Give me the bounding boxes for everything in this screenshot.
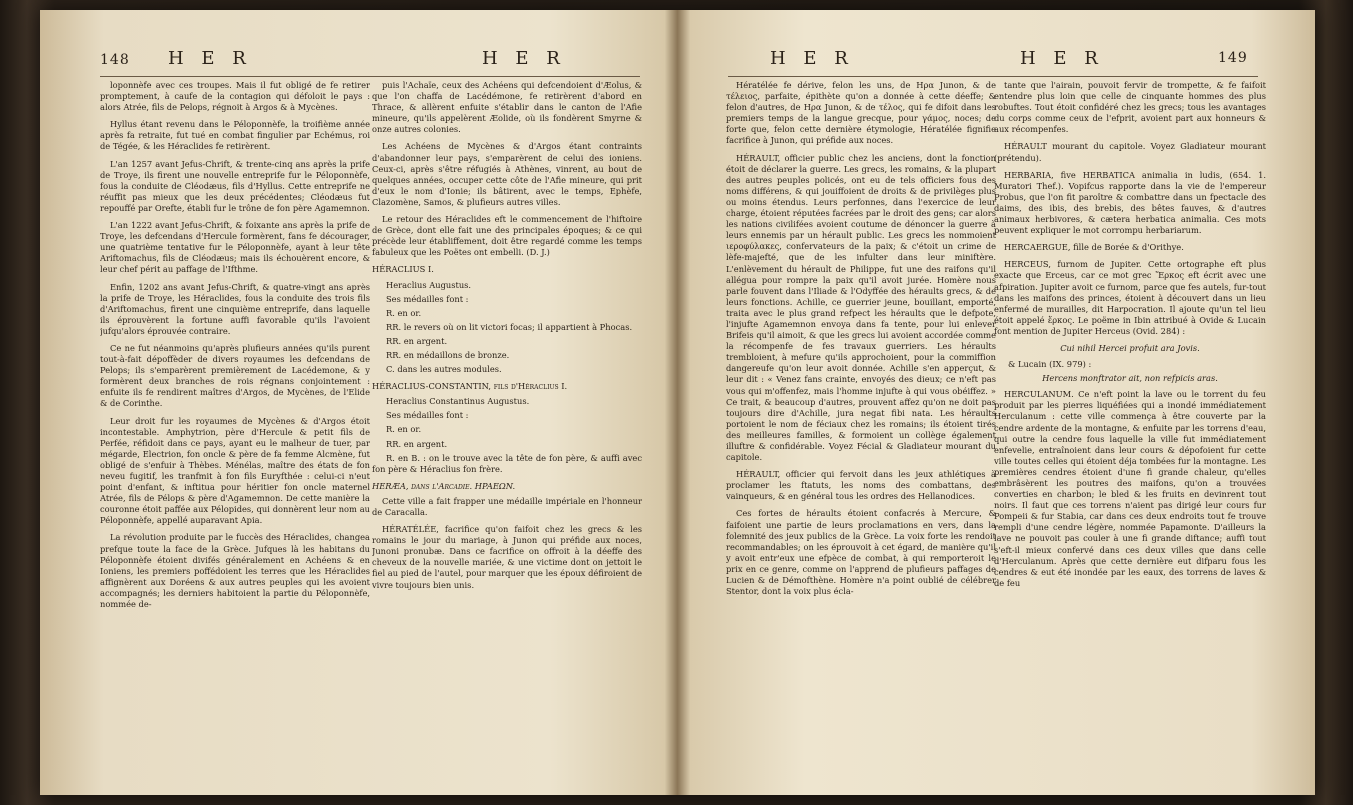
left-running-head-1: H E R: [168, 48, 252, 69]
paragraph: HÉRAULT mourant du capitole. Voyez Gladiateur mourant (prétendu).: [994, 141, 1266, 163]
paragraph: Ce ne fut néanmoins qu'après plufieurs années qu'ils purent tout-à-fait dépoffèder de divers royaumes les defcendans de Pelops; ils s'emparèrent premièrement de Lacédemone, & y formèrent deux branches de rois régnans conjointement : enfuite ils fe rendirent maîtres d'Argos, de Mycènes, de l'Elide & de Corinthe.: [100, 342, 370, 409]
entry-line: RR. en médaillons de bronze.: [386, 349, 510, 360]
paragraph: tante que l'airain, pouvoit fervir de trompette, & fe faifoit entendre plus loin que celle de cinquante hommes des plus robuftes. Tout étoit confidéré chez les grecs; tous les avantages du corps comme ceux de l'efprit, avoient part aux honneurs & aux récompenfes.: [994, 80, 1266, 135]
paragraph: HERBARIA, five HERBATICA animalia in ludis, (654. 1. Muratori Thef.). Vopifcus rapporte dans la vie de l'empereur Probus, que l'on fit paroître & combattre dans un fpectacle des daims, des ibis, des brebis, des bêtes fauves, & d'autres animaux herbivores, & cætera herbatica animalia. Ces mots peuvent expliquer le mot corrompu herbariarum.: [994, 169, 1266, 236]
paragraph: Hératélée fe dérive, felon les uns, de Hρα Junon, & de τέλειος, parfaite, épithète qu'on a donnée à cette déeffe; & felon d'autres, de Hρα Junon, & de τέλος, qui fe difoit dans les premiers temps de la langue grecque, pour γάμος, noces; de forte que, felon cette dernière étymologie, Hératélée fignifie facrifice à Junon, qui préfide aux noces.: [726, 80, 996, 146]
entry-line: Ses médailles font :: [386, 410, 469, 421]
entry-heading: HERÆA, dans l'Arcadie. HPAEΩN.: [372, 480, 516, 491]
paragraph: Enfin, 1202 ans avant Jefus-Chrift, & quatre-vingt ans après la prife de Troye, les Héraclides, fous la conduite des trois fils d'Ariftomachus, firent une cinquième entreprife, dans laquelle ils éprouvèrent la fortune auffi favorable qu'ils l'avoient jufqu'alors éprouvée contraire.: [100, 281, 370, 336]
left-column-1: [100, 80, 370, 780]
paragraph: HÉRATÉLÉE, facrifice qu'on faifoit chez les grecs & les romains le jour du mariage, à Junon qui préfide aux noces, Junoni pronubæ. Dans ce facrifice on offroit à la déeffe des cheveux de la nouvelle mariée, & une victime dont on jettoit le fiel au pied de l'autel, pour marquer que les époux défiroient de vivre toujours bien unis.: [372, 524, 642, 590]
right-column-1: [726, 80, 996, 780]
right-running-head-1: H E R: [770, 48, 854, 69]
paragraph: La révolution produite par le fuccès des Héraclides, changea prefque toute la face de la Grèce. Jufques là les habitans du Péloponnèfe étoient divifés généralement en Achéens & en Ioniens, les premiers poffédoient les terres que les Héraclides affignèrent aux Doréens & aux autres peuples qui les avoient accompagnés; les derniers habitoient la partie du Péloponnèfe, nommée de-: [100, 532, 370, 610]
right-column-2: [994, 80, 1266, 780]
entry-line: R. en or.: [386, 307, 422, 318]
right-page-number: 149: [1218, 50, 1248, 66]
paragraph: HÉRAULT, officier public chez les anciens, dont la fonction étoit de déclarer la guerre. Les grecs, les romains, & la plupart des autres peuples policés, ont eu de tels officiers fous des noms différens, & qui jouiffoient de droits & de privilèges plus ou moins étendus. Leurs perfonnes, dans l'exercice de leur charge, étoient réputées facrées par le droit des gens; car alors les nations civilifées avoient coutume de dénoncer la guerre à leurs ennemis par un hérault public. Les grecs les nommoient ιεροφύλακες, confervateurs de la paix; & c'étoit un crime de lèfe-majefté, que de les infulter dans leur miniftère. L'enlèvement du hérault de Philippe, fut une des raifons qu'il allégua pour rompre la paix qu'il avoit jurée. Homère nous parle fouvent dans l'Iliade & l'Odyffée des héraults grecs, & de leurs fonctions. Achille, ce guerrier jeune, bouillant, emporté, traita avec le plus grand refpect les héraults que le defpote, l'injufte Agamemnon envoya dans fa tente, pour lui enlever Brifeis qu'il aimoit, & que les grecs lui avoient accordée comme la récompenfe de fes travaux guerriers. Les héraults trembloient, à mefure qu'ils approchoient, pour la commiffion dangereufe qu'on leur avoit donnée. Achille s'en apperçut, & leur dit : « Venez fans crainte, envoyés des dieux; ce n'eft pas vous qui m'offenfez, mais l'homme injufte à qui vous obéiffez. » Ce trait, & beaucoup d'autres, prouvent affez qu'on ne doit pas toujours dire d'Achille, jura negat fibi nata. Les héraults portoient le nom de féciaux chez les romains; ils étoient tirés des meilleures familles, & formoient un collège également illuftre & confidérable. Voyez Fécial & Gladiateur mourant du capitole.: [726, 152, 996, 463]
entry-line: R. en or.: [386, 424, 422, 435]
paragraph: HERCULANUM. Ce n'eft point la lave ou le torrent du feu produit par les pierres liquéfiées qui a inondé immédiatement Herculanum : cette ville commença à être couverte par la cendre ardente de la montagne, & enfuite par les torrens d'eau, qui outre la cendre fous laquelle la ville fut immédiatement enfevelie, entraînoient dans leur cours & dépofoient fur cette ville toutes celles qui étoient déja tombées fur la montagne. Les premières cendres étoient d'une fi grande chaleur, qu'elles embrâsèrent les poutres des maifons, qu'on a trouvées converties en charbon; le bled & les fruits en devinrent tout noirs. Il faut que ces torrens n'aient pas dirigé leur cours fur Pompeii & fur Stabia, car dans ces deux endroits tout fe trouve rempli d'une cendre légère, nommée Papamonte. D'ailleurs la lave ne pouvoit pas couler à une fi grande diftance; auffi tout s'eft-il mieux confervé dans ces deux villes que dans celle d'Herculanum. Après que cette dernière eut difparu fous les cendres & eut été inondée par les eaux, des torrens de laves & de feu: [994, 389, 1266, 588]
paragraph: HÉRAULT, officier qui fervoit dans les jeux athlétiques à proclamer les ftatuts, les noms des combattans, des vainqueurs, & en général tous les ordres des Hellanodices.: [726, 469, 996, 502]
left-page-number: 148: [100, 52, 130, 68]
paragraph: Les Achéens de Mycènes & d'Argos étant contraints d'abandonner leur pays, s'emparèrent de celui des ioniens. Ceux-ci, après s'être réfugiés à Athènes, vinrent, au bout de quelques années, occuper cette côte de l'Afie mineure, qui prit d'eux le nom d'Ionie; ils bâtirent, avec le temps, Ephèfe, Clazomène, Samos, & plufieurs autres villes.: [372, 141, 642, 207]
left-column-2: [372, 80, 642, 780]
entry-line: R. en B. : on le trouve avec la tête de fon père, & auffi avec fon père & Héraclius fon frère.: [372, 452, 642, 474]
right-header-rule: [728, 76, 1258, 77]
verse-quote: Cui nihil Hercei profuit ara Jovis.: [1060, 342, 1200, 353]
entry-heading: HÉRACLIUS I.: [372, 264, 434, 275]
entry-heading: HÉRACLIUS-CONSTANTIN, fils d'Héraclius I.: [372, 381, 568, 392]
paragraph: loponnèfe avec ces troupes. Mais il fut obligé de fe retirer promptement, à caufe de la contagion qui défoloit le pays : alors Atrée, fils de Pelops, régnoit à Argos & à Mycènes.: [100, 80, 370, 113]
paragraph: L'an 1222 avant Jefus-Chrift, & foixante ans après la prife de Troye, les defcendans d'Hercule formèrent, fans fe décourager, une quatrième tentative fur le Péloponnèfe, ayant à leur tête Ariftomachus, fils de Cléodæus; mais ils échouèrent encore, & leur chef périt au paffage de l'Ifthme.: [100, 220, 370, 275]
paragraph: Leur droit fur les royaumes de Mycènes & d'Argos étoit incontestable. Amphytrion, père d'Hercule & petit fils de Perfée, réfidoit dans ce pays, ayant eu le malheur de tuer, par mégarde, Electrion, fon oncle & père de fa femme Alcmène, fut obligé de s'enfuir à Thèbes. Ménélas, maître des états de fon neveu fugitif, les tranfmit à fon fils Euryfthée : celui-ci n'eut point d'enfant, & inftitua pour héritier fon oncle maternel Atrée, fils de Pélops & père d'Agamemnon. De cette manière la couronne étoit paffée aux Pélopides, qui donnèrent leur nom au Péloponnèfe, appellé auparavant Apia.: [100, 415, 370, 526]
entry-line: RR. le revers où on lit victori focas; il appartient à Phocas.: [386, 321, 633, 332]
paragraph: Ces fortes de héraults étoient confacrés à Mercure, & faifoient une partie de leurs proclamations en vers, dans la folemnité des jeux publics de la Grèce. La voix forte les rendoit recommandables; on les éprouvoit à cet égard, de manière qu'il y avoit entr'eux une efpèce de combat, à qui remporteroit le prix en ce genre, comme on l'apprend de plufieurs paffages de Lucien & de Démofthène. Homère n'a point oublié de célébrer Stentor, dont la voix plus écla-: [726, 508, 996, 597]
paragraph: puis l'Achaïe, ceux des Achéens qui defcendoient d'Æolus, & que l'on chaffa de Lacédémone, fe retirèrent d'abord en Thrace, & allèrent enfuite s'établir dans le canton de l'Afie mineure, qu'ils appelèrent Æolide, où ils fondèrent Smyrne & onze autres colonies.: [372, 80, 642, 135]
paragraph: Hyllus étant revenu dans le Péloponnèfe, la troifième année après fa retraite, fut tué en combat fingulier par Echémus, roi de Tégée, & les Héraclides fe retirèrent.: [100, 119, 370, 152]
entry-line: Heraclius Constantinus Augustus.: [386, 396, 530, 407]
book-spread: [40, 10, 1315, 795]
paragraph: HERCAERGUE, fille de Borée & d'Orithye.: [1004, 242, 1184, 253]
left-header-rule: [100, 76, 640, 77]
paragraph: L'an 1257 avant Jefus-Chrift, & trente-cinq ans après la prife de Troye, ils firent une nouvelle entreprife fur le Péloponnèfe, fous la conduite de Cléodæus, fils d'Hyllus. Cette entreprife ne réuffit pas mieux que les deux précédentes; Cléodæus fut repouffé par Orefte, établi fur le trône de fon père Agamemnon.: [100, 158, 370, 213]
entry-line: Heraclius Augustus.: [386, 279, 472, 290]
entry-line: C. dans les autres modules.: [386, 364, 502, 375]
entry-line: Ses médailles font :: [386, 293, 469, 304]
entry-line: RR. en argent.: [386, 335, 448, 346]
paragraph: Cette ville a fait frapper une médaille impériale en l'honneur de Caracalla.: [372, 495, 642, 517]
entry-line: RR. en argent.: [386, 438, 448, 449]
right-running-head-2: H E R: [1020, 48, 1104, 69]
entry-line: & Lucain (IX. 979) :: [1008, 359, 1092, 370]
paragraph: HERCEUS, furnom de Jupiter. Cette ortographe eft plus exacte que Erceus, car ce mot grec Ἕρκος eft écrit avec une afpiration. Jupiter avoit ce furnom, parce que fes autels, fur-tout dans les maifons des princes, étoient à découvert dans un lieu enfermé de murailles, dit Harpocration. Il ajoute qu'un tel lieu étoit appelé ἕρκος. Le poëme in Ibin attribué à Ovide & Lucain font mention de Jupiter Herceus (Ovid. 284) :: [994, 259, 1266, 336]
verse-quote: Hercens monftrator ait, non refpicis aras.: [1042, 373, 1218, 384]
left-running-head-2: H E R: [482, 48, 566, 69]
right-page: [678, 10, 1315, 795]
left-page: [40, 10, 677, 795]
paragraph: Le retour des Héraclides eft le commencement de l'hiftoire de Grèce, dont elle fait une des principales époques; & ce qui précède leur établiffement, doit être regardé comme les temps fabuleux que les Poëtes ont embelli. (D. J.): [372, 214, 642, 258]
